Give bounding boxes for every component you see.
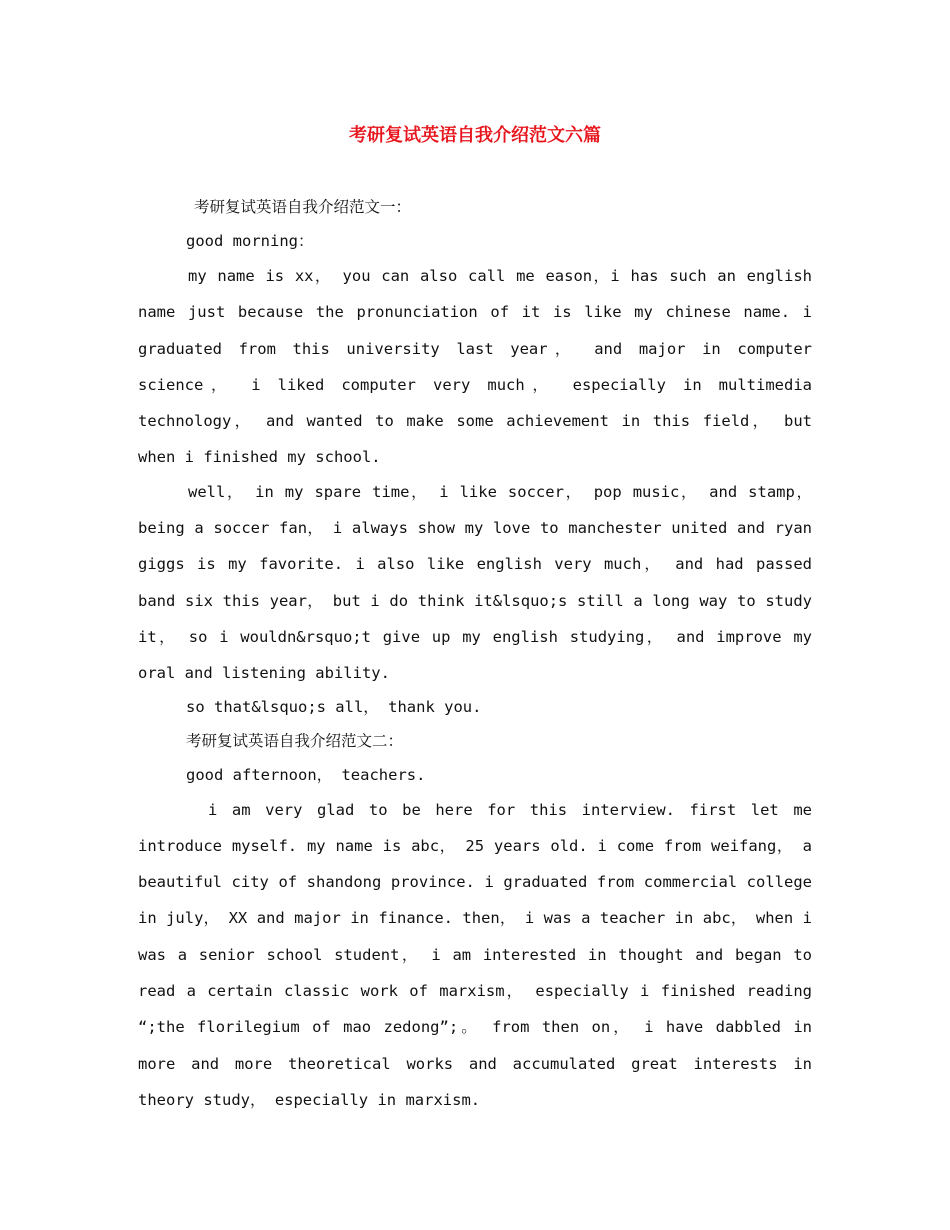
paragraph-intro-1: my name is xx， you can also call me eason，i has such an english name just because the pronunciation of it is like my chinese name. i graduated from this university last year， and major in computer science， i liked computer very much， especially in multimedia technology， and wanted to make some achievement in this field， but when i finished my school. <box>138 267 812 467</box>
section-heading-2: 考研复试英语自我介绍范文二： <box>186 731 404 750</box>
paragraph-greeting-2: good afternoon， teachers. <box>186 765 426 784</box>
paragraph-intro-2: i am very glad to be here for this interview. first let me introduce myself. my name is abc， 25 years old. i come from weifang， a beautiful city of shandong province. i graduated from commercial college in july， XX and major in finance. then， i was a teacher in abc， when i was a senior school student， i am interested in thought and began to read a certain classic work of marxism， especially i finished reading “;the florilegium of mao zedong”;。 from then on， i have dabbled in more and more theoretical works and accumulated great interests in theory study， especially in marxism. <box>138 800 812 1109</box>
paragraph-hobbies-1: well， in my spare time， i like soccer， pop music， and stamp， being a soccer fan， i always show my love to manchester united and ryan giggs is my favorite. i also like english very much， and had passed band six this year， but i do think it&lsquo;s still a long way to study it， so i wouldn&rsquo;t give up my english studying， and improve my oral and listening ability. <box>138 482 812 683</box>
paragraph-closing-1: so that&lsquo;s all， thank you. <box>186 697 482 716</box>
section-heading-1: 考研复试英语自我介绍范文一： <box>194 198 412 216</box>
document-body <box>138 192 812 1118</box>
paragraph-greeting-1: good morning： <box>186 232 314 250</box>
document-title: 考研复试英语自我介绍范文六篇 <box>349 125 601 146</box>
